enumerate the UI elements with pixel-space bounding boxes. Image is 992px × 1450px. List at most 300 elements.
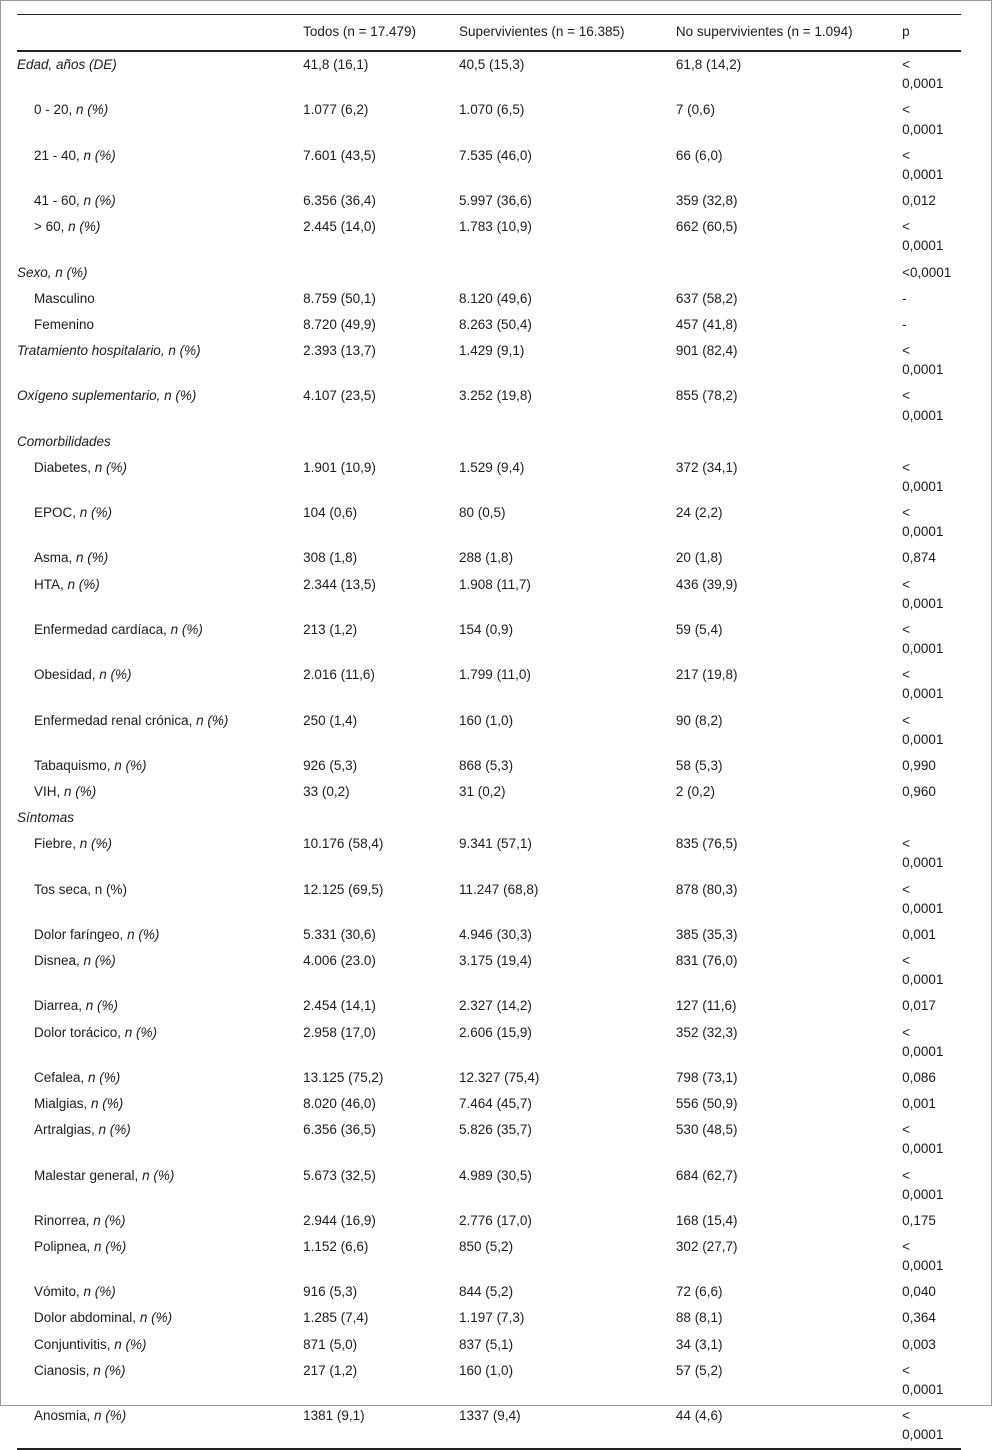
value-cell: 457 (41,8) — [675, 316, 738, 332]
p-value-cell: < 0,0001 — [902, 147, 944, 182]
row-label-suffix: n (%) — [196, 712, 229, 728]
p-value-cell: < 0,0001 — [902, 57, 944, 92]
value-cell: 2.958 (17,0) — [303, 1024, 376, 1040]
value-cell: 7.535 (46,0) — [459, 147, 532, 163]
value-cell: 868 (5,3) — [459, 757, 514, 773]
value-cell: 385 (35,3) — [675, 926, 738, 942]
value-cell: 1.077 (6,2) — [303, 102, 369, 118]
p-value-cell: 0,960 — [902, 784, 936, 799]
row-label-text: Tabaquismo, — [34, 757, 115, 773]
row-label — [17, 214, 303, 259]
value-cell: 288 (1,8) — [459, 550, 514, 566]
value-cell: 12.125 (69,5) — [303, 881, 384, 897]
value-cell: 359 (32,8) — [675, 193, 738, 209]
p-value-cell: < 0,0001 — [902, 881, 944, 916]
p-value-cell: <0,0001 — [902, 264, 952, 280]
row-label-text: Comorbilidades — [17, 433, 111, 449]
row-label-text: > 60, — [34, 219, 69, 235]
value-cell: 5.673 (32,5) — [303, 1167, 376, 1183]
value-cell — [303, 260, 459, 286]
value-cell: 844 (5,2) — [459, 1284, 514, 1300]
p-value-cell: < 0,0001 — [902, 836, 944, 871]
value-cell: 1.285 (7,4) — [303, 1310, 369, 1326]
row-label — [17, 97, 303, 142]
value-cell: 58 (5,3) — [675, 757, 723, 773]
header-row — [17, 15, 961, 52]
p-value-cell: < 0,0001 — [902, 712, 944, 747]
row-label — [17, 455, 303, 500]
value-cell: 3.175 (19,4) — [459, 953, 532, 969]
table-row — [17, 260, 961, 286]
table-row — [17, 1332, 961, 1358]
value-cell — [459, 429, 676, 455]
table-row — [17, 338, 961, 383]
table-row — [17, 617, 961, 662]
row-label — [17, 948, 303, 993]
table-header — [17, 15, 961, 52]
value-cell: 1.429 (9,1) — [459, 343, 525, 359]
table-row — [17, 993, 961, 1019]
row-label-suffix: n (%) — [83, 1284, 116, 1300]
p-value-cell: 0,001 — [902, 1096, 936, 1112]
row-label — [17, 779, 303, 805]
value-cell: 871 (5,0) — [303, 1336, 358, 1352]
row-label — [17, 708, 303, 753]
value-cell: 33 (0,2) — [303, 784, 350, 799]
row-label-text: Dolor abdominal, — [34, 1310, 140, 1326]
row-label — [17, 545, 303, 571]
value-cell: 637 (58,2) — [675, 290, 738, 306]
table-row — [17, 143, 961, 188]
row-label-text: Artralgias, — [34, 1122, 99, 1138]
value-cell: 88 (8,1) — [675, 1310, 723, 1326]
value-cell: 3.252 (19,8) — [459, 388, 532, 404]
table-row — [17, 429, 961, 455]
value-cell — [459, 260, 676, 286]
table-row — [17, 1065, 961, 1091]
column-header-supervivientes: Supervivientes (n = 16.385) — [459, 15, 676, 52]
value-cell: 1.783 (10,9) — [459, 219, 532, 235]
row-label — [17, 383, 303, 428]
row-label-suffix: n (%) — [79, 505, 113, 521]
table-row — [17, 948, 961, 993]
row-label-text: EPOC, — [34, 505, 80, 521]
results-table — [17, 14, 961, 1450]
row-label-text: HTA, — [34, 576, 68, 592]
value-cell: 684 (62,7) — [675, 1167, 738, 1183]
value-cell — [676, 260, 902, 286]
row-label — [17, 1358, 303, 1403]
p-value-cell: < 0,0001 — [902, 1362, 944, 1397]
value-cell: 2 (0,2) — [675, 784, 715, 799]
row-label-suffix: n (%) — [114, 757, 147, 773]
row-label-text: Enfermedad cardíaca, — [34, 621, 171, 637]
table-row — [17, 500, 961, 545]
column-header-todos: Todos (n = 17.479) — [303, 15, 459, 52]
value-cell: 250 (1,4) — [303, 712, 358, 728]
row-label — [17, 1305, 303, 1331]
value-cell: 6.356 (36,5) — [303, 1122, 376, 1138]
row-label — [17, 338, 303, 383]
value-cell: 31 (0,2) — [459, 784, 506, 799]
value-cell: 2.776 (17,0) — [459, 1212, 532, 1228]
value-cell: 34 (3,1) — [675, 1336, 723, 1352]
row-label — [17, 662, 303, 707]
table-row — [17, 831, 961, 876]
value-cell: 835 (76,5) — [675, 836, 738, 852]
value-cell: 4.946 (30,3) — [459, 926, 532, 942]
p-value-cell: < 0,0001 — [902, 621, 944, 657]
table-row — [17, 708, 961, 753]
row-label-text: Síntomas — [17, 810, 75, 826]
table-row — [17, 805, 961, 831]
p-value-cell: < 0,0001 — [902, 1167, 944, 1202]
p-value-cell: < 0,0001 — [902, 1408, 944, 1443]
row-label-suffix: n (%) — [127, 926, 160, 942]
value-cell — [676, 805, 902, 831]
table-row — [17, 1403, 961, 1449]
value-cell: 5.997 (36,6) — [459, 193, 532, 209]
table-row — [17, 188, 961, 214]
row-label-text: Polipnea, — [34, 1238, 95, 1254]
table-row — [17, 1305, 961, 1331]
row-label-text: Conjuntivitis, — [34, 1336, 115, 1352]
value-cell: 20 (1,8) — [675, 550, 723, 566]
value-cell: 9.341 (57,1) — [459, 836, 532, 852]
row-label-suffix: n (%) — [76, 102, 109, 118]
row-label-suffix: n (%) — [79, 836, 113, 852]
row-label-text: Anosmia, — [34, 1408, 95, 1424]
p-value-cell: < 0,0001 — [902, 459, 944, 494]
row-label — [17, 1117, 303, 1162]
p-value-cell: 0,017 — [902, 998, 936, 1014]
value-cell: 308 (1,8) — [303, 550, 358, 566]
row-label — [17, 877, 303, 922]
value-cell: 2.016 (11,6) — [303, 667, 375, 683]
p-value-cell: 0,012 — [902, 193, 936, 209]
value-cell: 352 (32,3) — [675, 1024, 738, 1040]
row-label — [17, 1234, 303, 1279]
row-label-suffix: n (%) — [76, 550, 109, 566]
value-cell — [303, 429, 459, 455]
p-value-cell: 0,364 — [902, 1310, 936, 1326]
p-value-cell: 0,001 — [902, 926, 936, 942]
value-cell — [459, 805, 676, 831]
value-cell: 61,8 (14,2) — [675, 57, 742, 73]
value-cell: 4.107 (23,5) — [303, 388, 376, 404]
value-cell: 4.006 (23.0) — [303, 953, 376, 969]
value-cell: 1.070 (6,5) — [459, 102, 525, 118]
p-value-cell: < 0,0001 — [902, 102, 944, 137]
value-cell: 80 (0,5) — [459, 505, 506, 521]
row-label — [17, 572, 303, 617]
value-cell: 2.944 (16,9) — [303, 1212, 376, 1228]
row-label-text: Masculino — [34, 290, 95, 306]
value-cell: 1381 (9,1) — [303, 1408, 365, 1424]
value-cell: 4.989 (30,5) — [459, 1167, 532, 1183]
p-value-cell: < 0,0001 — [902, 576, 944, 611]
value-cell: 40,5 (15,3) — [459, 57, 525, 73]
value-cell: 104 (0,6) — [303, 505, 358, 521]
p-value-cell: 0,874 — [902, 550, 936, 566]
row-label-text: Femenino — [34, 316, 95, 332]
value-cell: 662 (60,5) — [675, 219, 738, 235]
p-value-cell: < 0,0001 — [902, 953, 944, 988]
row-label — [17, 1208, 303, 1234]
value-cell: 5.331 (30,6) — [303, 926, 376, 942]
value-cell: 90 (8,2) — [675, 712, 723, 728]
value-cell — [303, 805, 459, 831]
table-row — [17, 312, 961, 338]
value-cell: 1337 (9,4) — [459, 1408, 521, 1424]
row-label — [17, 1403, 303, 1449]
table-row — [17, 1020, 961, 1065]
row-label — [17, 51, 303, 97]
value-cell: 213 (1,2) — [303, 621, 358, 637]
row-label — [17, 1065, 303, 1091]
p-value-cell: < 0,0001 — [902, 1024, 944, 1059]
row-label-suffix: n (%) — [88, 1069, 121, 1085]
table-body — [17, 51, 961, 1449]
table-row — [17, 1117, 961, 1162]
row-label — [17, 260, 303, 286]
row-label-text: Enfermedad renal crónica, — [34, 712, 197, 728]
value-cell: 2.327 (14,2) — [459, 998, 532, 1014]
row-label — [17, 188, 303, 214]
row-label — [17, 1163, 303, 1208]
value-cell: 8.759 (50,1) — [303, 290, 376, 306]
p-value-cell — [902, 805, 961, 831]
row-label-suffix: n (%) — [85, 998, 119, 1014]
table-row — [17, 97, 961, 142]
p-value-cell: < 0,0001 — [902, 667, 944, 702]
row-label-suffix: n (%) — [93, 1212, 126, 1228]
row-label-text: 21 - 40, — [34, 147, 84, 163]
value-cell: 8.120 (49,6) — [459, 290, 532, 306]
column-header-empty — [17, 15, 303, 52]
row-label-suffix: n (%) — [68, 219, 101, 235]
row-label-suffix: n (%) — [99, 667, 132, 683]
row-label-suffix: n (%) — [94, 1238, 127, 1254]
value-cell: 44 (4,6) — [675, 1408, 723, 1424]
row-label — [17, 617, 303, 662]
row-label — [17, 429, 303, 455]
table-row — [17, 1234, 961, 1279]
row-label-text: Mialgias, — [34, 1096, 92, 1112]
table-row — [17, 1358, 961, 1403]
value-cell: 850 (5,2) — [459, 1238, 514, 1254]
value-cell: 217 (19,8) — [675, 667, 738, 683]
value-cell: 798 (73,1) — [675, 1069, 738, 1085]
row-label — [17, 753, 303, 779]
value-cell: 7 (0,6) — [675, 102, 715, 118]
value-cell: 1.197 (7,3) — [459, 1310, 525, 1326]
row-label-suffix: n (%) — [64, 784, 97, 799]
value-cell: 372 (34,1) — [675, 459, 738, 475]
row-label-suffix: n (%) — [142, 1167, 175, 1183]
value-cell: 436 (39,9) — [675, 576, 738, 592]
table-row — [17, 1208, 961, 1234]
value-cell: 2.344 (13,5) — [303, 576, 376, 592]
row-label — [17, 1020, 303, 1065]
row-label-text: Obesidad, — [34, 667, 100, 683]
value-cell: 2.454 (14,1) — [303, 998, 376, 1014]
value-cell: 1.908 (11,7) — [459, 576, 531, 592]
value-cell: 837 (5,1) — [459, 1336, 514, 1352]
value-cell: 855 (78,2) — [675, 388, 738, 404]
row-label — [17, 1332, 303, 1358]
table-row — [17, 286, 961, 312]
value-cell: 6.356 (36,4) — [303, 193, 376, 209]
table-row — [17, 753, 961, 779]
value-cell: 1.901 (10,9) — [303, 459, 376, 475]
table-row — [17, 1279, 961, 1305]
row-label-suffix: n (%) — [170, 621, 203, 637]
row-label-text: Dolor faríngeo, — [34, 926, 128, 942]
p-value-cell: 0,175 — [902, 1212, 936, 1228]
table-row — [17, 662, 961, 707]
p-value-cell: 0,040 — [902, 1284, 936, 1300]
value-cell: 2.445 (14,0) — [303, 219, 376, 235]
p-value-cell: - — [902, 316, 907, 332]
value-cell: 59 (5,4) — [675, 621, 723, 637]
table-row — [17, 455, 961, 500]
row-label-suffix: n (%) — [114, 1336, 147, 1352]
row-label-text: Oxígeno suplementario, n (%) — [17, 388, 197, 404]
row-label — [17, 286, 303, 312]
row-label — [17, 500, 303, 545]
value-cell: 66 (6,0) — [675, 147, 723, 163]
row-label-suffix: n (%) — [67, 576, 100, 592]
row-label-suffix: n (%) — [93, 1362, 126, 1378]
value-cell: 57 (5,2) — [675, 1362, 723, 1378]
table-row — [17, 877, 961, 922]
value-cell: 5.826 (35,7) — [459, 1122, 532, 1138]
row-label-suffix: n (%) — [83, 193, 116, 209]
row-label-text: Rinorrea, — [34, 1212, 94, 1228]
value-cell: 13.125 (75,2) — [303, 1069, 384, 1085]
table-row — [17, 1163, 961, 1208]
value-cell: 8.263 (50,4) — [459, 316, 532, 332]
value-cell: 916 (5,3) — [303, 1284, 358, 1300]
row-label-suffix: n (%) — [83, 147, 116, 163]
value-cell: 2.393 (13,7) — [303, 343, 376, 359]
value-cell: 24 (2,2) — [675, 505, 723, 521]
row-label-suffix: n (%) — [124, 1024, 158, 1040]
p-value-cell: < 0,0001 — [902, 388, 944, 423]
value-cell: 7.464 (45,7) — [459, 1096, 532, 1112]
value-cell: 12.327 (75,4) — [459, 1069, 540, 1085]
value-cell: 168 (15,4) — [675, 1212, 738, 1228]
p-value-cell: 0,086 — [902, 1069, 936, 1085]
row-label-text: Fiebre, — [34, 836, 80, 852]
value-cell: 72 (6,6) — [675, 1284, 723, 1300]
row-label-suffix: n (%) — [94, 1408, 127, 1424]
value-cell: 1.799 (11,0) — [459, 667, 531, 683]
value-cell: 160 (1,0) — [459, 1362, 514, 1378]
value-cell: 127 (11,6) — [675, 998, 737, 1014]
value-cell: 10.176 (58,4) — [303, 836, 384, 852]
row-label-text: Cianosis, — [34, 1362, 94, 1378]
row-label — [17, 143, 303, 188]
p-value-cell: - — [902, 290, 907, 306]
value-cell: 8.020 (46,0) — [303, 1096, 376, 1112]
table-row — [17, 51, 961, 97]
row-label — [17, 805, 303, 831]
row-label-text: Dolor torácico, — [34, 1024, 125, 1040]
p-value-cell: < 0,0001 — [902, 1238, 944, 1274]
value-cell: 217 (1,2) — [303, 1362, 358, 1378]
table-row — [17, 545, 961, 571]
row-label-text: Malestar general, — [34, 1167, 143, 1183]
row-label-text: VIH, — [34, 784, 65, 799]
row-label-text: Vómito, — [34, 1284, 84, 1300]
value-cell: 11.247 (68,8) — [459, 881, 539, 897]
value-cell: 831 (76,0) — [675, 953, 738, 969]
p-value-cell — [902, 429, 961, 455]
row-label-text: 41 - 60, — [34, 193, 84, 209]
row-label-text: 0 - 20, — [34, 102, 77, 118]
p-value-cell: < 0,0001 — [902, 1122, 944, 1157]
column-header-p: p — [902, 15, 961, 52]
value-cell: 7.601 (43,5) — [303, 147, 376, 163]
value-cell: 160 (1,0) — [459, 712, 514, 728]
value-cell: 8.720 (49,9) — [303, 316, 376, 332]
value-cell: 1.529 (9,4) — [459, 459, 525, 475]
value-cell: 878 (80,3) — [675, 881, 738, 897]
value-cell: 154 (0,9) — [459, 621, 514, 637]
row-label-text: Diabetes, — [34, 459, 95, 475]
table-row — [17, 1091, 961, 1117]
row-label-text: Edad, años (DE) — [17, 57, 117, 73]
value-cell: 1.152 (6,6) — [303, 1238, 369, 1254]
row-label-text: Diarrea, — [34, 998, 86, 1014]
table-row — [17, 779, 961, 805]
row-label-suffix: n (%) — [83, 953, 116, 969]
table-row — [17, 383, 961, 428]
value-cell: 556 (50,9) — [675, 1096, 738, 1112]
row-label-text: Cefalea, — [34, 1069, 89, 1085]
p-value-cell: 0,003 — [902, 1336, 936, 1352]
row-label-suffix: n (%) — [139, 1310, 173, 1326]
row-label-text: Asma, — [34, 550, 77, 566]
table-row — [17, 922, 961, 948]
p-value-cell: < 0,0001 — [902, 219, 944, 254]
row-label-text: Disnea, — [34, 953, 84, 969]
row-label — [17, 312, 303, 338]
value-cell: 901 (82,4) — [675, 343, 738, 359]
row-label-suffix: n (%) — [94, 459, 128, 475]
value-cell: 926 (5,3) — [303, 757, 358, 773]
value-cell: 530 (48,5) — [675, 1122, 738, 1138]
row-label — [17, 993, 303, 1019]
row-label — [17, 1279, 303, 1305]
p-value-cell: < 0,0001 — [902, 505, 944, 540]
row-label-text: Tratamiento hospitalario, n (%) — [17, 343, 201, 359]
value-cell: 41,8 (16,1) — [303, 57, 369, 73]
p-value-cell: < 0,0001 — [902, 343, 944, 378]
table-row — [17, 214, 961, 259]
p-value-cell: 0,990 — [902, 757, 936, 773]
row-label — [17, 831, 303, 876]
row-label-text: Tos seca, n (%) — [34, 881, 128, 897]
row-label-text: Sexo, n (%) — [17, 264, 88, 280]
value-cell: 302 (27,7) — [675, 1238, 738, 1254]
column-header-no-supervivientes: No supervivientes (n = 1.094) — [676, 15, 902, 52]
table-row — [17, 572, 961, 617]
row-label-suffix: n (%) — [91, 1096, 124, 1112]
row-label — [17, 1091, 303, 1117]
